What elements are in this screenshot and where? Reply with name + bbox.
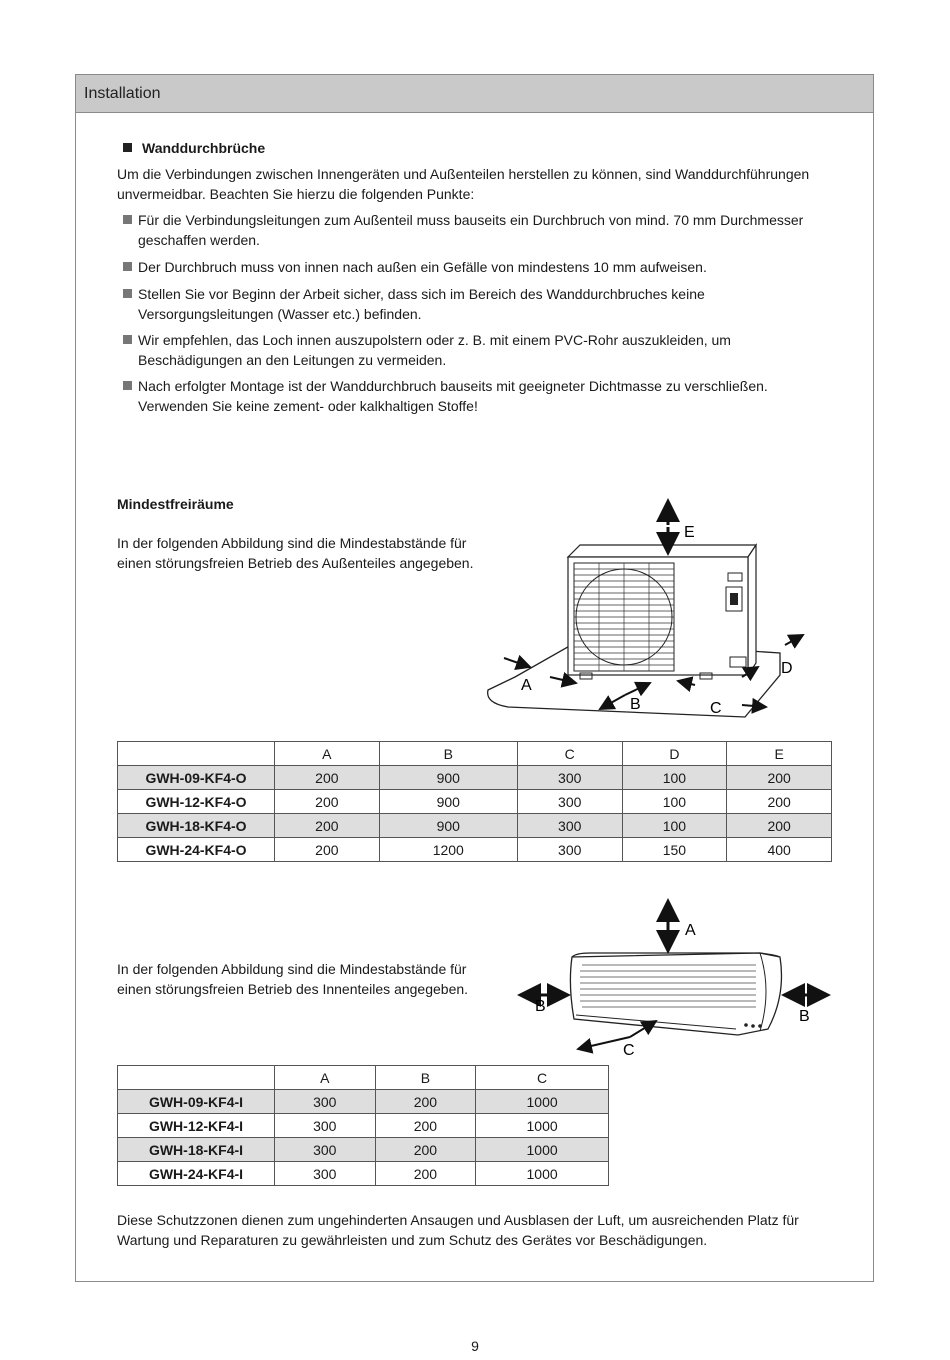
- label-b-right: B: [799, 1008, 810, 1025]
- table-cell: 100: [622, 790, 727, 814]
- table-cell: 1000: [476, 1114, 609, 1138]
- label-b-left: B: [535, 998, 546, 1015]
- clearance-arrow-a1: [504, 658, 530, 667]
- table-header-cell: [118, 742, 275, 766]
- table-row: [118, 1138, 609, 1162]
- table-cell: 300: [517, 838, 622, 862]
- table-cell: GWH-09-KF4-I: [118, 1090, 275, 1114]
- table-cell: 400: [727, 838, 832, 862]
- list-item: [123, 376, 835, 416]
- bullet-icon: [123, 215, 132, 224]
- label-c: C: [623, 1042, 635, 1059]
- table-cell: 100: [622, 766, 727, 790]
- table-header-cell: C: [476, 1066, 609, 1090]
- label-a: A: [521, 677, 532, 694]
- table-cell: 200: [275, 766, 380, 790]
- bullet-icon: [123, 335, 132, 344]
- table-row: [118, 1114, 609, 1138]
- table-cell: 900: [379, 790, 517, 814]
- table-cell: 200: [275, 838, 380, 862]
- table-cell: 200: [727, 814, 832, 838]
- table-header-cell: E: [727, 742, 832, 766]
- clearance-arrow-d2: [785, 635, 803, 645]
- table-header-cell: A: [275, 1066, 376, 1090]
- list-item: [123, 330, 835, 370]
- table-cell: 300: [517, 814, 622, 838]
- list-item-text: Der Durchbruch muss von innen nach außen ein Gefälle von mindestens 10 mm aufweisen.: [138, 259, 707, 275]
- list-item-text: Nach erfolgter Montage ist der Wanddurchbruch bauseits mit geeigneter Dichtmasse zu verschließen. Verwenden Sie keine zement- oder kalkhaltigen Stoffe!: [138, 378, 768, 414]
- label-b: B: [630, 696, 641, 713]
- label-e: E: [684, 524, 695, 541]
- page-number: 9: [471, 1338, 479, 1354]
- table-cell: 900: [379, 766, 517, 790]
- indoor-unit-diagram: [510, 895, 840, 1065]
- table-cell: 300: [517, 766, 622, 790]
- list-item: [123, 210, 835, 250]
- indoor-unit-icon: [570, 953, 781, 1035]
- table-cell: GWH-18-KF4-O: [118, 814, 275, 838]
- heading-bullet-icon: [123, 143, 132, 152]
- table-cell: 300: [275, 1090, 376, 1114]
- table-cell: 150: [622, 838, 727, 862]
- list-item-text: Für die Verbindungsleitungen zum Außenteil muss bauseits ein Durchbruch von mind. 70 mm Durchmesser geschaffen werden.: [138, 212, 804, 248]
- clearance-arrow-b2: [625, 683, 650, 695]
- table-cell: 200: [275, 790, 380, 814]
- table-cell: 200: [375, 1114, 476, 1138]
- clearance-heading: Mindestfreiräume: [117, 496, 234, 512]
- indoor-text: In der folgenden Abbildung sind die Mindestabstände für einen störungsfreien Betrieb des Innenteiles angegeben.: [117, 961, 469, 997]
- section-header: [76, 75, 873, 113]
- table-cell: 300: [275, 1138, 376, 1162]
- table-cell: 200: [727, 766, 832, 790]
- table-cell: GWH-12-KF4-O: [118, 790, 275, 814]
- table-row: [118, 766, 832, 790]
- outdoor-unit-icon: [568, 545, 756, 679]
- label-d: D: [781, 660, 793, 677]
- table-cell: GWH-18-KF4-I: [118, 1138, 275, 1162]
- table-cell: 300: [517, 790, 622, 814]
- table-header-row: [118, 742, 832, 766]
- section-title: Installation: [84, 85, 161, 102]
- list-item: [123, 257, 835, 277]
- table-cell: GWH-12-KF4-I: [118, 1114, 275, 1138]
- table-row: [118, 814, 832, 838]
- clearance-arrow-b1: [600, 695, 625, 709]
- table-header-cell: B: [375, 1066, 476, 1090]
- table-cell: 300: [275, 1162, 376, 1186]
- list-item-text: Stellen Sie vor Beginn der Arbeit sicher, dass sich im Bereich des Wanddurchbruches keine Versorgungsleitungen (Wasser etc.) befinden.: [138, 286, 705, 322]
- table-cell: GWH-09-KF4-O: [118, 766, 275, 790]
- table-cell: GWH-24-KF4-O: [118, 838, 275, 862]
- label-a: A: [685, 922, 696, 939]
- indoor-clearance-table: [117, 1065, 609, 1186]
- bullet-icon: [123, 262, 132, 271]
- clearance-arrow-c2: [742, 705, 766, 707]
- table-cell: 300: [275, 1114, 376, 1138]
- table-cell: 1200: [379, 838, 517, 862]
- table-row: [118, 1090, 609, 1114]
- table-cell: 1000: [476, 1090, 609, 1114]
- wall-intro: Um die Verbindungen zwischen Innengeräten und Außenteilen herstellen zu können, sind Wanddurchführungen unvermeidbar. Beachten Sie hierzu die folgenden Punkte:: [117, 166, 810, 202]
- clearance-arrow-c1: [678, 681, 695, 685]
- list-item: [123, 284, 835, 324]
- table-cell: 1000: [476, 1138, 609, 1162]
- wall-heading: Wanddurchbrüche: [142, 140, 266, 156]
- list-item-text: Wir empfehlen, das Loch innen auszupolstern oder z. B. mit einem PVC-Rohr auszukleiden, um Beschädigungen an den Leitungen zu vermeiden.: [138, 332, 731, 368]
- table-header-cell: D: [622, 742, 727, 766]
- table-header-cell: A: [275, 742, 380, 766]
- table-row: [118, 790, 832, 814]
- table-header-cell: [118, 1066, 275, 1090]
- table-row: [118, 838, 832, 862]
- table-cell: 1000: [476, 1162, 609, 1186]
- outdoor-text: In der folgenden Abbildung sind die Mindestabstände für einen störungsfreien Betrieb des Außenteiles angegeben.: [117, 535, 474, 571]
- table-cell: 900: [379, 814, 517, 838]
- bullet-icon: [123, 381, 132, 390]
- clearance-arrow-a2: [550, 677, 576, 683]
- table-cell: 200: [375, 1090, 476, 1114]
- wall-heading-row: [123, 138, 265, 158]
- bullet-icon: [123, 289, 132, 298]
- table-cell: 200: [275, 814, 380, 838]
- table-cell: 200: [727, 790, 832, 814]
- table-header-row: [118, 1066, 609, 1090]
- outdoor-clearance-table: [117, 741, 832, 862]
- table-cell: 200: [375, 1138, 476, 1162]
- table-header-cell: B: [379, 742, 517, 766]
- table-row: [118, 1162, 609, 1186]
- footer-text: Diese Schutzzonen dienen zum ungehinderten Ansaugen und Ausblasen der Luft, um ausreichenden Platz für Wartung und Reparaturen zu gewährleisten und zum Schutz des Gerätes vor Beschädigungen.: [117, 1212, 799, 1248]
- outdoor-unit-diagram: [480, 495, 820, 725]
- table-cell: 100: [622, 814, 727, 838]
- table-cell: 200: [375, 1162, 476, 1186]
- table-cell: GWH-24-KF4-I: [118, 1162, 275, 1186]
- table-header-cell: C: [517, 742, 622, 766]
- label-c: C: [710, 700, 722, 717]
